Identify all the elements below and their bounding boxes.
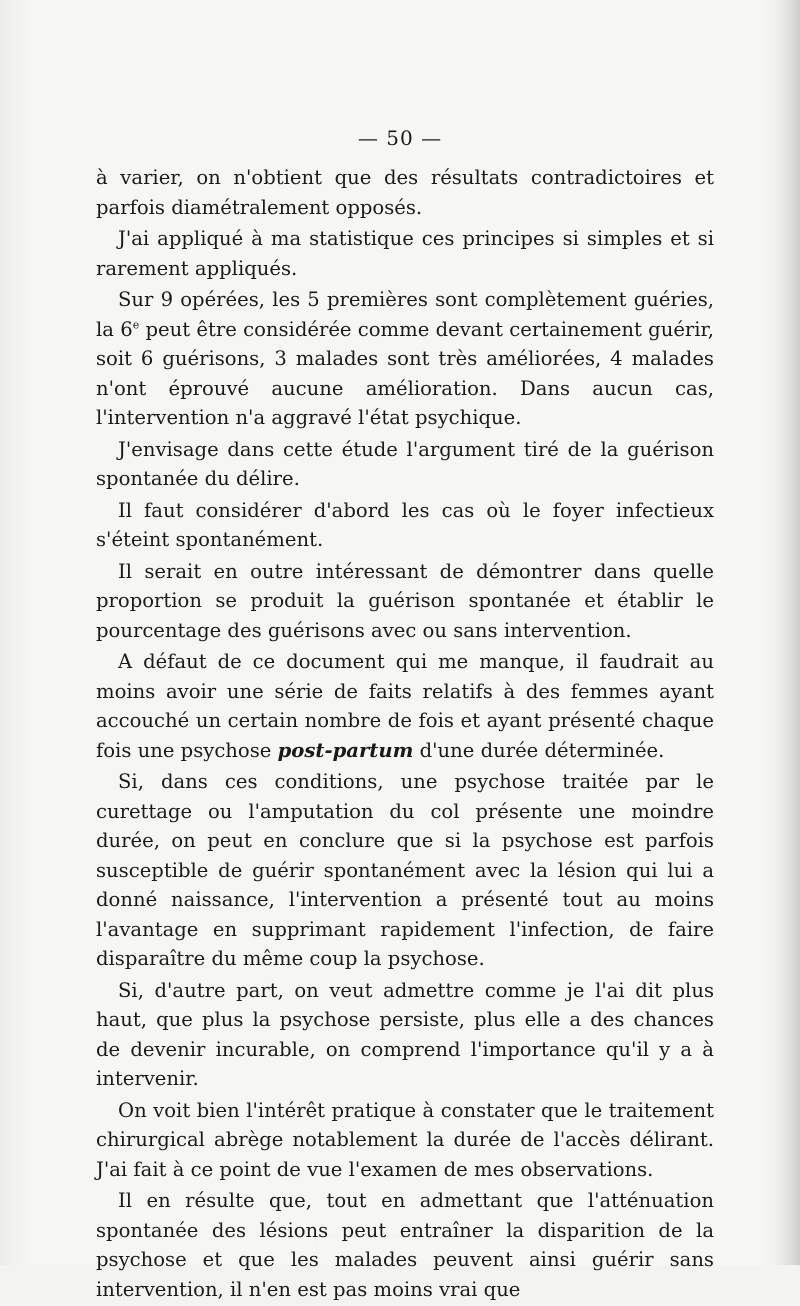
ordinal-superscript: e	[132, 317, 140, 331]
paragraph-practical-interest: On voit bien l'intérêt pratique à constater que le traitement chirurgical abrège notablement la durée de l'accès délirant. J'ai fait à ce point de vue l'examen de mes observations.	[96, 1098, 714, 1181]
paragraph-infectious-focus: Il faut considérer d'abord les cas où le foyer infectieux s'éteint spontanément.	[96, 498, 714, 551]
paragraph-conclusion: Il en résulte que, tout en admettant que l'atténuation spontanée des lésions peut entraîner la disparition de la psychose et que les malades peuvent ainsi guérir sans intervention, il n'en est pas moins vrai que	[96, 1189, 714, 1301]
paragraph-missing-document-end: d'une durée déterminée.	[413, 738, 665, 762]
paragraph-missing-document	[96, 647, 714, 765]
paragraph-proportion: Il serait en outre intéressant de démontrer dans quelle proportion se produit la guérison spontanée et établir le pourcentage des guérisons avec ou sans intervention.	[96, 559, 714, 642]
body-text	[96, 163, 714, 1306]
paragraph-results	[96, 285, 714, 433]
paragraph-spontaneous-cure: J'envisage dans cette étude l'argument tiré de la guérison spontanée du délire.	[96, 437, 714, 490]
page-edge-shadow	[774, 0, 800, 1265]
paragraph-persistence: Si, d'autre part, on veut admettre comme je l'ai dit plus haut, que plus la psychose persiste, plus elle a des chances de devenir incurable, on comprend l'importance qu'il y a à intervenir.	[96, 978, 714, 1090]
italic-term: post-partum	[277, 738, 414, 762]
paragraph-results-start: Sur 9 opérées, les 5 premières sont complètement guéries, la 6	[96, 288, 714, 341]
paragraph-continued: à varier, on n'obtient que des résultats contradictoires et parfois diamétralement opposés.	[96, 166, 714, 219]
paragraph-conditions: Si, dans ces conditions, une psychose traitée par le curettage ou l'amputation du col présente une moindre durée, on peut en conclure que si la psychose est parfois susceptible de guérir spontanément avec la lésion qui lui a donné naissance, l'intervention a présenté tout au moins l'avantage en supprimant rapidement l'infection, de faire disparaître du même coup la psychose.	[96, 770, 714, 970]
faint-bleedthrough-mark	[316, 1236, 470, 1263]
paragraph-results-end: peut être considérée comme devant certainement guérir, soit 6 guérisons, 3 malades sont très améliorées, 4 malades n'ont éprouvé aucune amélioration. Dans aucun cas, l'intervention n'a aggravé l'état psychique.	[96, 317, 714, 429]
paragraph-statistics-principles: J'ai appliqué à ma statistique ces principes si simples et si rarement appliqués.	[96, 227, 714, 280]
page-number: — 50 —	[357, 126, 443, 150]
paragraph-missing-document-start: A défaut de ce document qui me manque, il faudrait au moins avoir une série de faits relatifs à des femmes ayant accouché un certain nombre de fois et ayant présenté chaque fois une psychose	[96, 650, 714, 762]
